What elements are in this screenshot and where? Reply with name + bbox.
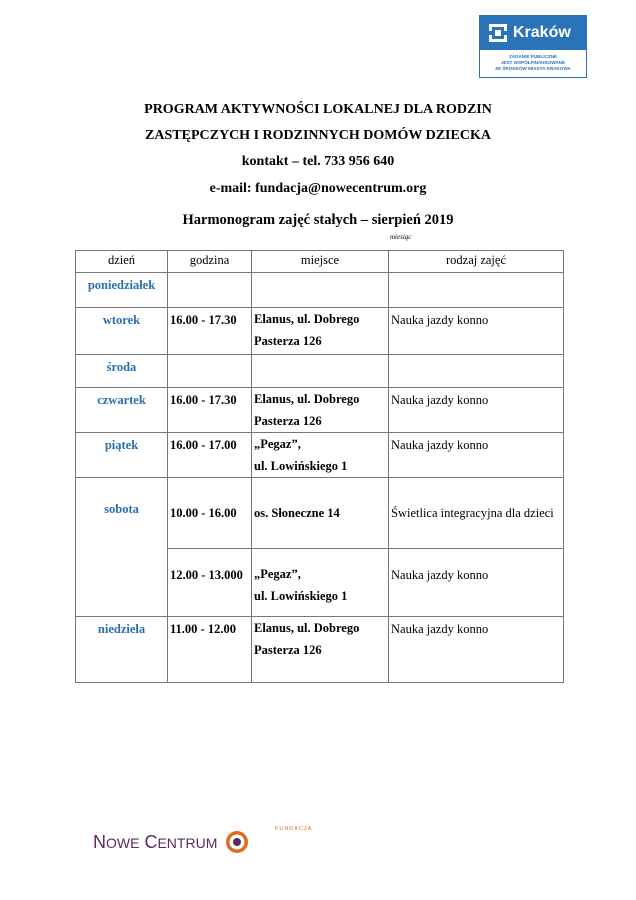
place-line: Elanus, ul. Dobrego [254, 392, 360, 406]
hour-cell [168, 355, 252, 388]
table-row [76, 355, 564, 388]
type-cell: Nauka jazdy konno [389, 549, 564, 617]
day-cell: środa [76, 355, 168, 388]
table-row [76, 478, 564, 549]
place-cell: os. Słoneczne 14 [252, 478, 389, 549]
program-title-line-2: ZASTĘPCZYCH I RODZINNYCH DOMÓW DZIECKA [145, 128, 491, 143]
hour-cell: 10.00 - 16.00 [168, 478, 252, 549]
place-cell [252, 388, 389, 433]
schedule-table [75, 250, 564, 683]
target-circle-icon [225, 830, 249, 854]
place-cell [252, 549, 389, 617]
place-line: ul. Lowińskiego 1 [254, 459, 348, 473]
day-cell: wtorek [76, 308, 168, 355]
type-cell: Nauka jazdy konno [389, 308, 564, 355]
hour-cell: 11.00 - 12.00 [168, 617, 252, 683]
day-cell: sobota [76, 478, 168, 617]
logo-wordmark [93, 832, 217, 853]
type-cell: Nauka jazdy konno [389, 617, 564, 683]
place-line: Elanus, ul. Dobrego [254, 621, 360, 635]
krakow-logo-banner [480, 16, 586, 50]
krakow-emblem-icon [489, 24, 507, 42]
krakow-note-line: JEST WSPÓŁFINANSOWANE [500, 60, 566, 65]
place-line: Elanus, ul. Dobrego [254, 312, 360, 326]
column-header-type: rodzaj zajęć [389, 251, 564, 273]
table-header-row [76, 251, 564, 273]
contact-email: e-mail: fundacja@nowecentrum.org [209, 181, 427, 196]
krakow-note-line: ZADANIE PUBLICZNE [509, 54, 557, 59]
place-cell [252, 355, 389, 388]
month-note: miesiąc [390, 233, 412, 241]
day-cell: poniedziałek [76, 273, 168, 308]
day-cell: czwartek [76, 388, 168, 433]
table-row [76, 308, 564, 355]
place-cell [252, 273, 389, 308]
day-cell: piątek [76, 433, 168, 478]
krakow-note-line: ZE ŚRODKÓW MIASTA KRAKOWA [495, 66, 571, 71]
table-row [76, 617, 564, 683]
krakow-logo-name: Kraków [513, 24, 571, 41]
logo-letters: ENTRUM [157, 835, 218, 851]
krakow-logo [479, 15, 587, 78]
table-row [76, 273, 564, 308]
type-cell [389, 355, 564, 388]
hour-cell [168, 273, 252, 308]
logo-letter: N [93, 832, 106, 852]
krakow-logo-note [480, 50, 586, 72]
place-line: „Pegaz”, [254, 567, 301, 581]
table-row [76, 388, 564, 433]
column-header-hour: godzina [168, 251, 252, 273]
program-title-line-1: PROGRAM AKTYWNOŚCI LOKALNEJ DLA RODZIN [144, 102, 492, 117]
place-cell [252, 617, 389, 683]
logo-foundation-label: FUNDACJA [275, 826, 313, 832]
type-cell [389, 273, 564, 308]
type-cell: Nauka jazdy konno [389, 388, 564, 433]
hour-cell: 12.00 - 13.000 [168, 549, 252, 617]
place-cell [252, 308, 389, 355]
column-header-place: miejsce [252, 251, 389, 273]
schedule-subtitle: Harmonogram zajęć stałych – sierpień 2019 [182, 212, 454, 228]
nowe-centrum-logo [93, 826, 313, 862]
place-line: ul. Lowińskiego 1 [254, 589, 348, 603]
hour-cell: 16.00 - 17.30 [168, 308, 252, 355]
contact-phone: kontakt – tel. 733 956 640 [241, 154, 395, 169]
hour-cell: 16.00 - 17.00 [168, 433, 252, 478]
logo-letters: OWE [106, 835, 140, 851]
place-cell [252, 433, 389, 478]
column-header-day: dzień [76, 251, 168, 273]
table-row [76, 433, 564, 478]
place-line: Pasterza 126 [254, 414, 322, 428]
place-line: Pasterza 126 [254, 643, 322, 657]
type-cell: Świetlica integracyjna dla dzieci [389, 478, 564, 549]
type-cell: Nauka jazdy konno [389, 433, 564, 478]
place-line: „Pegaz”, [254, 437, 301, 451]
day-cell: niedziela [76, 617, 168, 683]
place-line: Pasterza 126 [254, 334, 322, 348]
logo-letter: C [144, 832, 158, 852]
hour-cell: 16.00 - 17.30 [168, 388, 252, 433]
